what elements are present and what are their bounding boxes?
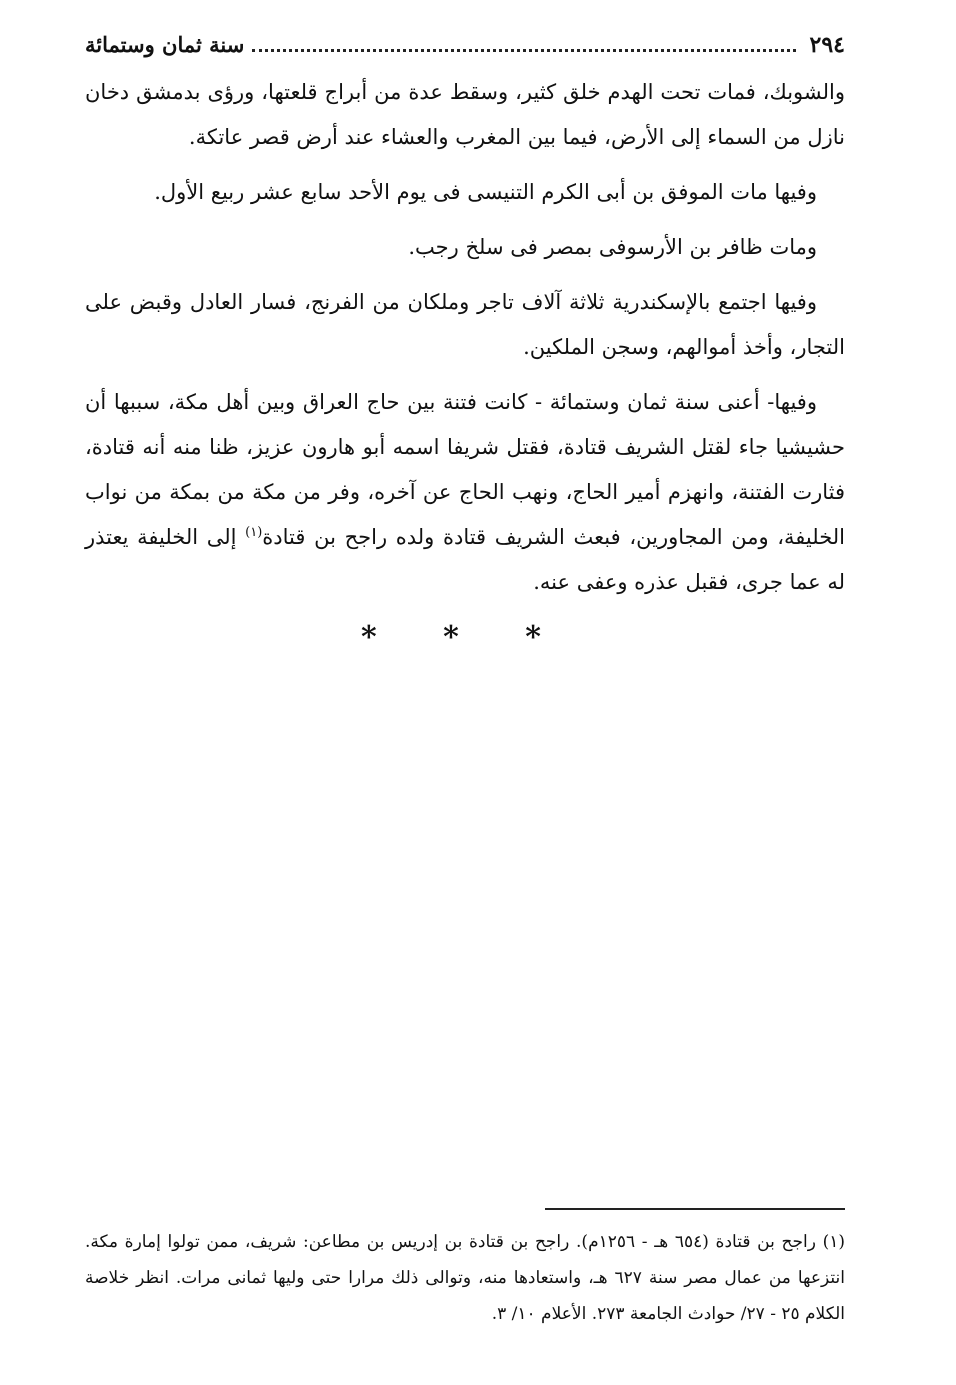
page-number: ٢٩٤ <box>809 32 845 58</box>
footnote-rajih: (١) راجح بن قتادة (٦٥٤ هـ - ١٢٥٦م). راجح بن قتادة بن إدريس بن مطاعن: شريف، ممن تولوا إمارة مكة. انتزعها من عمال مصر سنة ٦٢٧ هـ، واستعادها منه، وتوالى ذلك مرارا حتى وليها ثمانى مرات. انظر خلاصة الكلام ٢٥ - ٢٧/ حوادث الجامعة ٢٧٣. الأعلام ١٠/ ٣. <box>85 1232 845 1324</box>
section-ornament: * * * <box>361 620 569 655</box>
paragraph-mecca-strife <box>85 380 845 605</box>
body-text <box>85 70 845 660</box>
footnote-reference[interactable]: (١) <box>245 525 263 540</box>
book-page <box>85 28 845 1358</box>
paragraph-earthquake-continued: والشوبك، فمات تحت الهدم خلق كثير، وسقط عدة من أبراج قلعتها، ورؤى بدمشق دخان نازل من السماء إلى الأرض، فيما بين المغرب والعشاء عند أرض قصر عاتكة. <box>85 80 845 149</box>
running-head <box>85 28 845 62</box>
section-title: سنة ثمان وستمائة <box>85 32 245 57</box>
paragraph-death-muwaffaq: وفيها مات الموفق بن أبى الكرم التنيسى فى يوم الأحد سابع عشر ربيع الأول. <box>154 180 817 204</box>
dotted-leader <box>252 49 795 52</box>
footnotes <box>85 1208 845 1332</box>
paragraph-alexandria-merchants: وفيها اجتمع بالإسكندرية ثلاثة آلاف تاجر وملكان من الفرنج، فسار العادل وقبض على التجار، وأخذ أموالهم، وسجن الملكين. <box>85 290 845 359</box>
footnote-separator <box>545 1208 845 1210</box>
paragraph-mecca-strife-text: وفيها- أعنى سنة ثمان وستمائة - كانت فتنة بين حاج العراق وبين أهل مكة، سببها أن حشيشيا جاء لقتل الشريف قتادة، فقتل شريفا اسمه أبو هارون عزيز، ظنا منه أنه قتادة، فثارت الفتنة، وانهزم أمير الحاج، ونهب الحاج عن آخره، وفر من مكة من بمكة من نواب الخليفة، ومن المجاورين، فبعث الشريف قتادة ولده راجح بن قتادة <box>85 390 845 549</box>
paragraph-mecca-strife-end: إلى الخليفة يعتذر له عما جرى، فقبل عذره وعفى عنه. <box>85 525 845 594</box>
paragraph-death-zafir: ومات ظافر بن الأرسوفى بمصر فى سلخ رجب. <box>408 235 817 259</box>
